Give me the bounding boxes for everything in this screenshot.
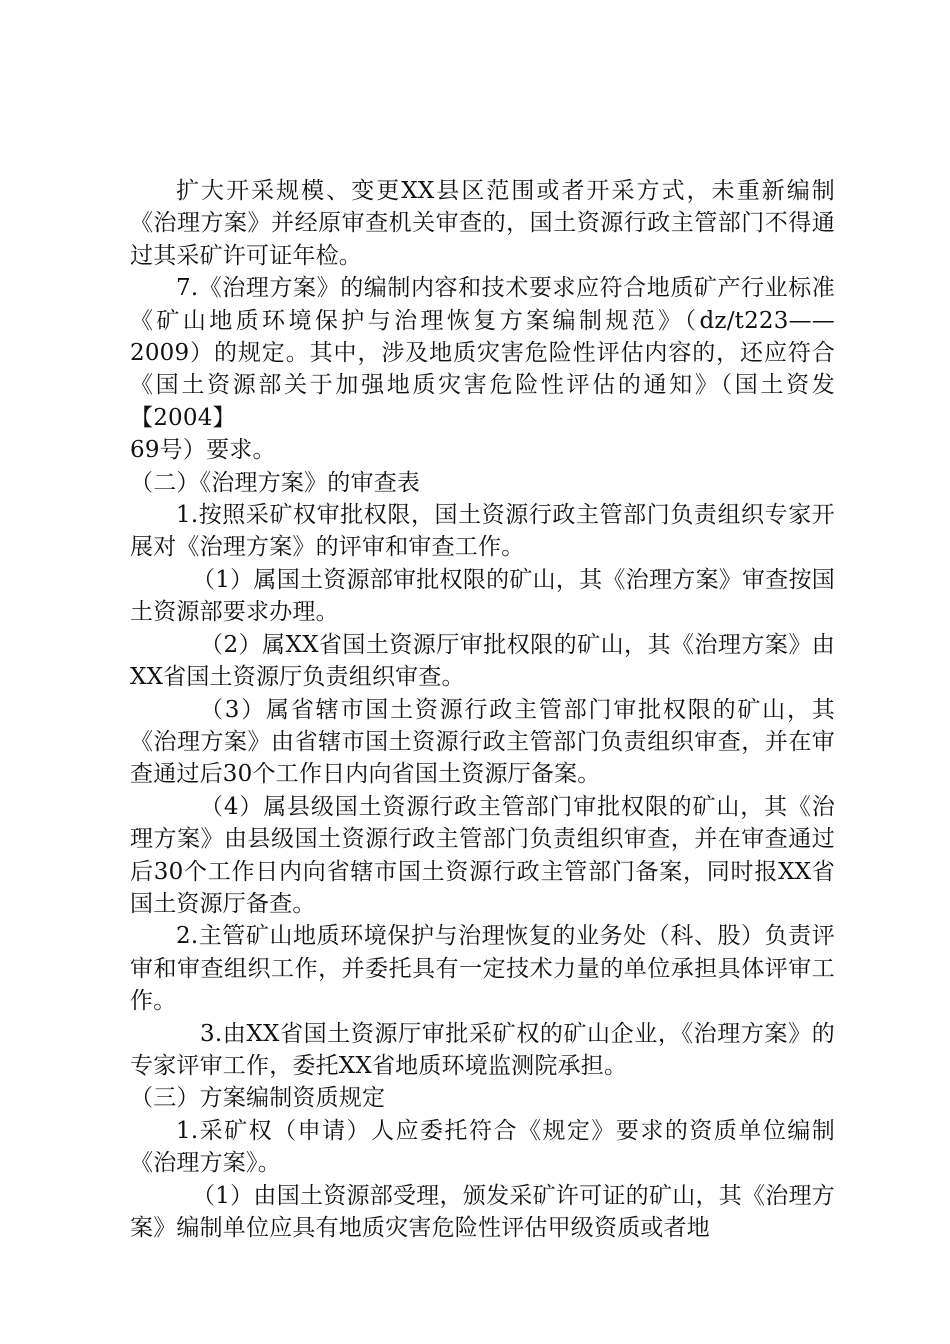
paragraph-review-3: 3.由XX省国土资源厅审批采矿权的矿山企业，《治理方案》的专家评审工作，委托XX省地质环境监测院承担。	[130, 1020, 835, 1079]
paragraph-review-1: 1.按照采矿权审批权限，国土资源行政主管部门负责组织专家开展对《治理方案》的评审和审查工作。	[130, 502, 835, 561]
paragraph-review-1-sub-4: （4）属县级国土资源行政主管部门审批权限的矿山，其《治理方案》由县级国土资源行政主管部门负责组织审查，并在审查通过后30个工作日内向省辖市国土资源行政主管部门备案，同时报XX省国土资源厅备查。	[130, 793, 835, 917]
paragraph-item-7-continued: 69号）要求。	[130, 437, 276, 464]
paragraph-review-1-sub-3: （3）属省辖市国土资源行政主管部门审批权限的矿山，其《治理方案》由省辖市国土资源行政主管部门负责组织审查，并在审查通过后30个工作日内向省国土资源厅备案。	[130, 696, 835, 788]
document-body	[130, 175, 835, 1244]
paragraph-review-1-sub-2: （2）属XX省国土资源厅审批权限的矿山，其《治理方案》由XX省国土资源厅负责组织审查。	[130, 631, 835, 691]
paragraph-qualification-1: 1.采矿权（申请）人应委托符合《规定》要求的资质单位编制《治理方案》。	[130, 1117, 835, 1177]
section-heading-review: （二）《治理方案》的审查表	[130, 469, 421, 496]
paragraph-item-7: 7.《治理方案》的编制内容和技术要求应符合地质矿产行业标准《矿山地质环境保护与治理恢复方案编制规范》（dz/t223——2009）的规定。其中，涉及地质灾害危险性评估内容的，还应符合《国土资源部关于加强地质灾害危险性评估的通知》（国土资发【2004】	[130, 275, 835, 431]
paragraph-review-2: 2.主管矿山地质环境保护与治理恢复的业务处（科、股）负责评审和审查组织工作，并委托具有一定技术力量的单位承担具体评审工作。	[130, 923, 835, 1015]
paragraph-qualification-1-sub-1: （1）由国土资源部受理，颁发采矿许可证的矿山，其《治理方案》编制单位应具有地质灾害危险性评估甲级资质或者地	[130, 1182, 835, 1241]
paragraph-mining-scale-change: 扩大开采规模、变更XX县区范围或者开采方式，未重新编制《治理方案》并经原审查机关审查的，国土资源行政主管部门不得通过其采矿许可证年检。	[130, 178, 835, 269]
paragraph-review-1-sub-1: （1）属国土资源部审批权限的矿山，其《治理方案》审查按国土资源部要求办理。	[130, 566, 835, 626]
section-heading-qualification: （三）方案编制资质规定	[130, 1085, 386, 1112]
